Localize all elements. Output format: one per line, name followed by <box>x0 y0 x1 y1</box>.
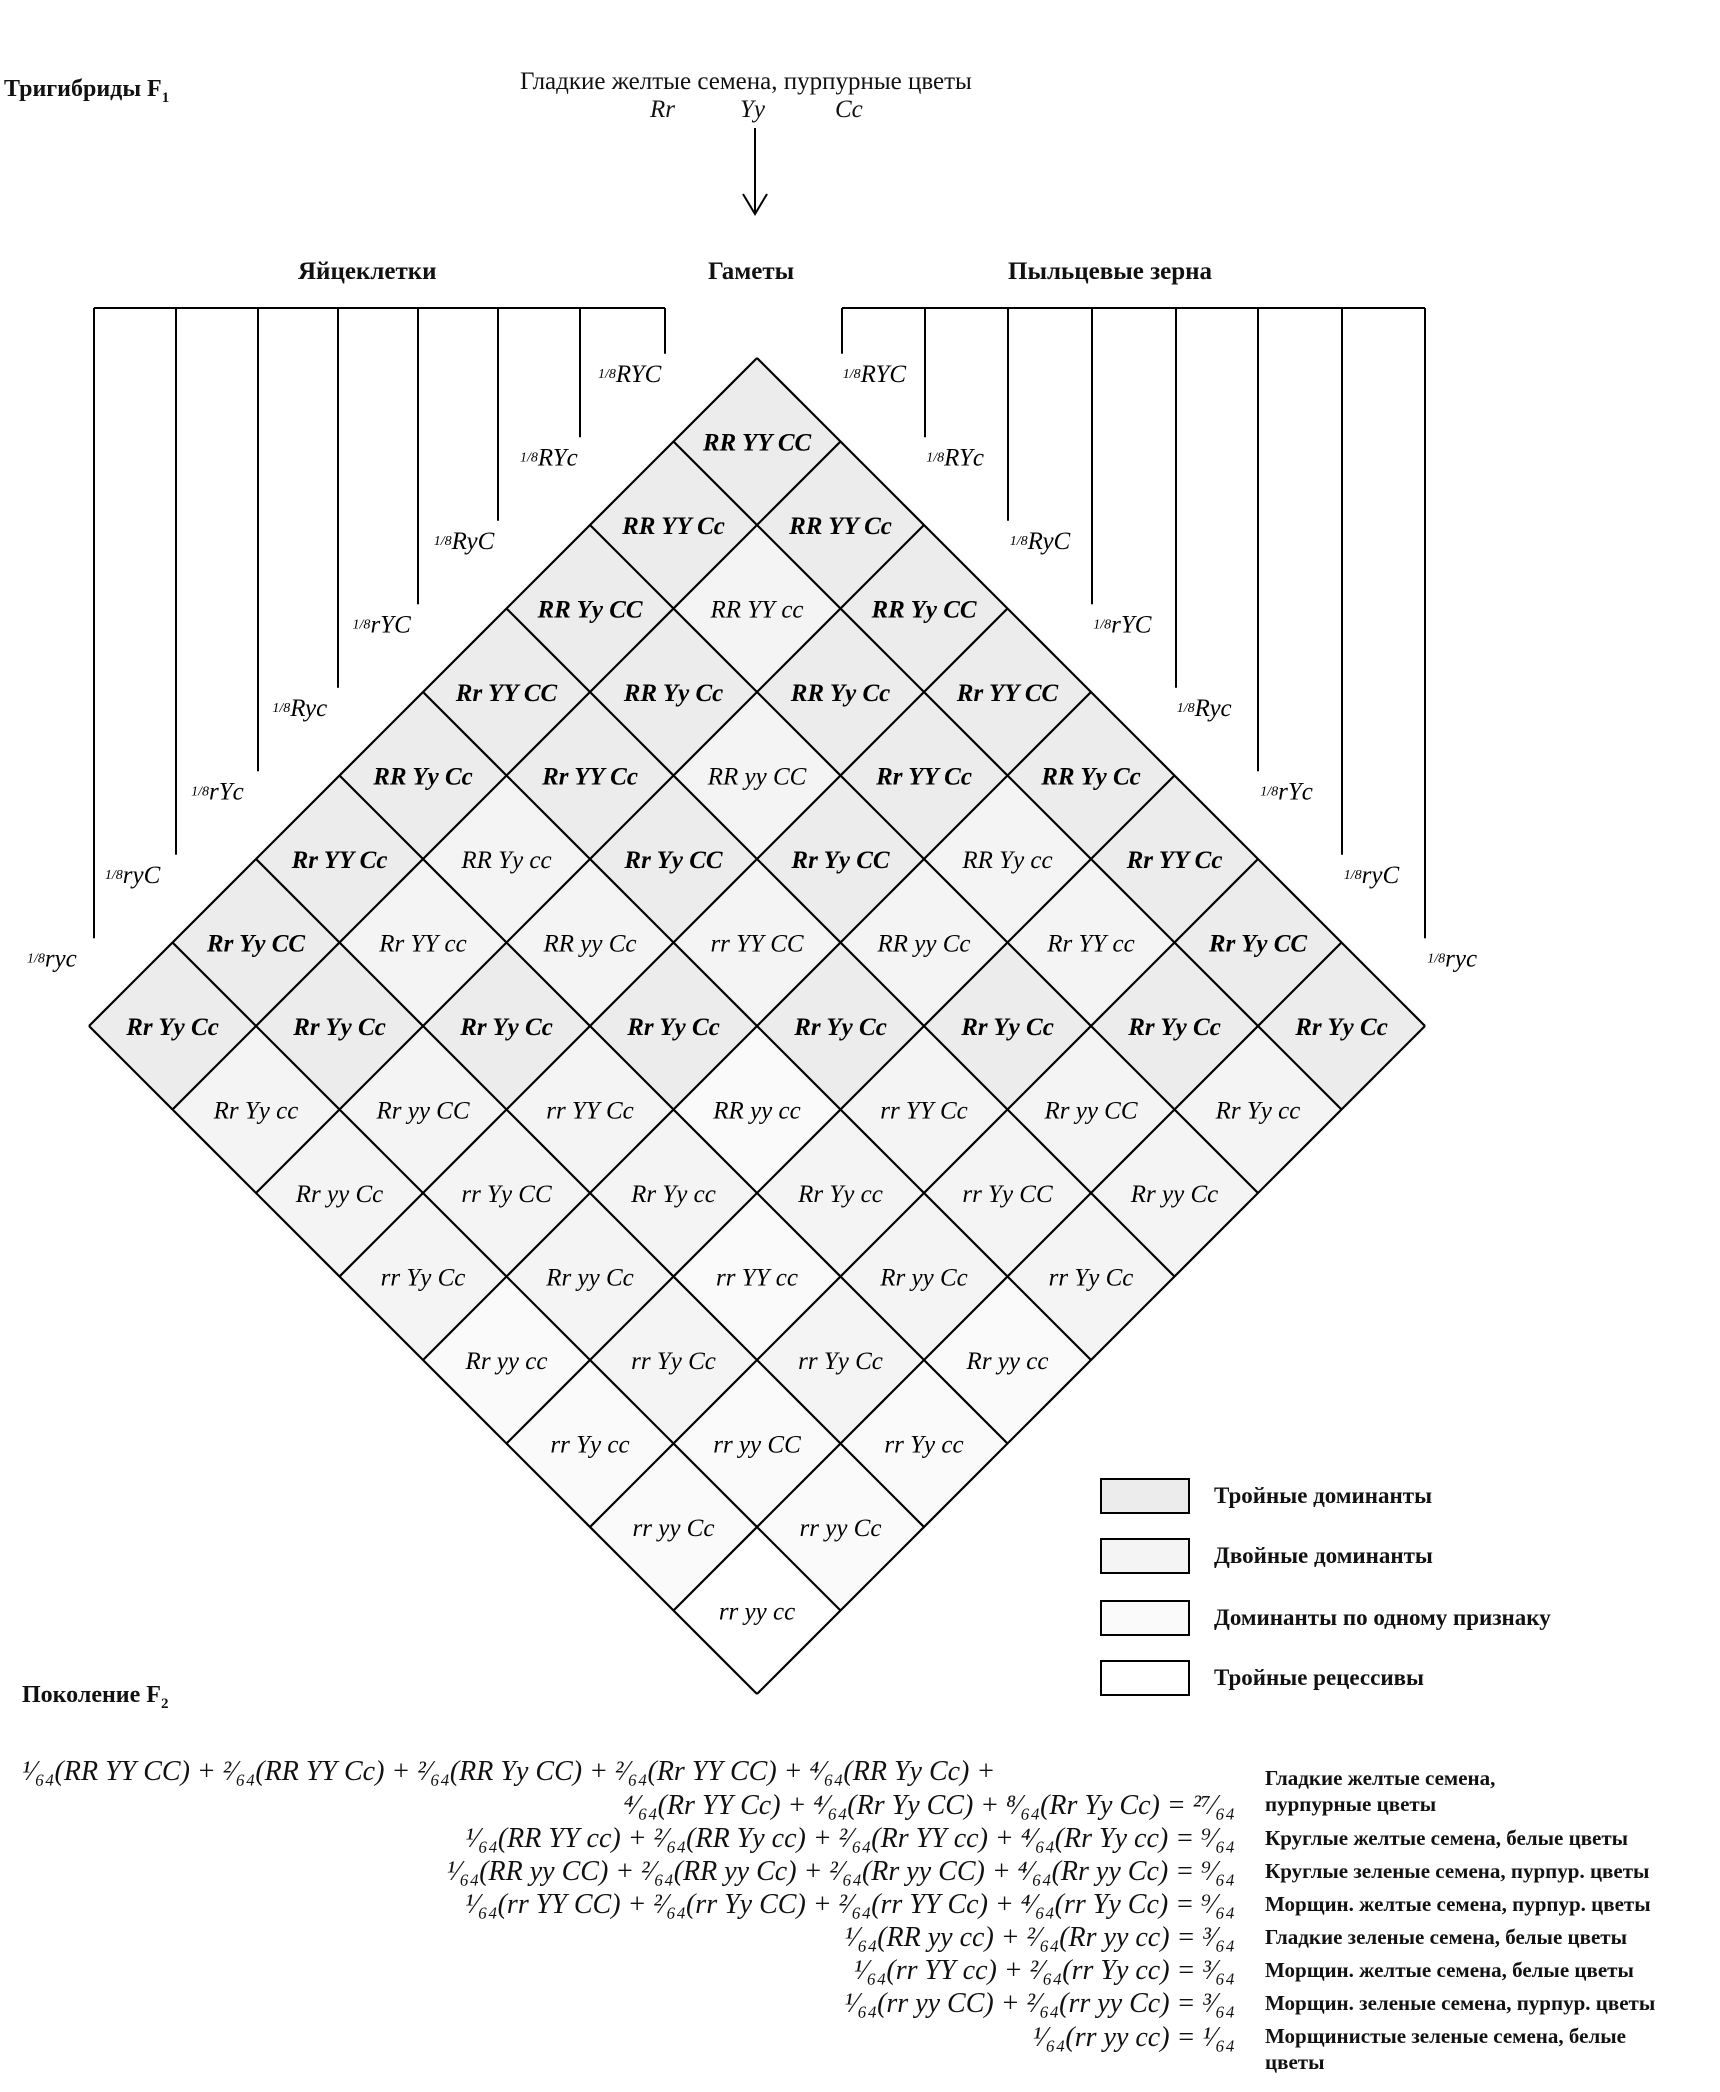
legend-swatch <box>1100 1660 1190 1696</box>
parent-phenotype: Гладкие желтые семена, пурпурные цветы <box>520 68 972 95</box>
cell-genotype: RR Yy CC <box>871 596 977 624</box>
legend-triple-dominant: Тройные доминанты <box>1100 1478 1432 1514</box>
cell-genotype: Rr Yy Cc <box>961 1014 1054 1041</box>
phenotype-label: Круглые зеленые семена, пурпур. цветы <box>1265 1859 1650 1883</box>
cell-genotype: RR yy Cc <box>877 930 971 958</box>
cell-genotype: Rr Yy CC <box>791 847 890 874</box>
cell-genotype: Rr yy cc <box>465 1348 548 1375</box>
cell-genotype: RR Yy cc <box>962 847 1053 874</box>
phenotype-label: Морщинистые зеленые семена, белые <box>1265 2024 1626 2048</box>
cell-genotype: RR yy cc <box>713 1097 801 1125</box>
cell-genotype: RR Yy Cc <box>1041 763 1141 791</box>
cell-genotype: RR YY Cc <box>622 513 725 540</box>
phenotype-label: цветы <box>1265 2050 1325 2074</box>
pollen-gamete-label: 1/8RYc <box>926 444 984 472</box>
cell-genotype: Rr Yy CC <box>624 847 723 874</box>
cell-genotype: Rr YY Cc <box>542 763 638 791</box>
cell-genotype: RR Yy cc <box>461 847 552 874</box>
equation-line: ¹⁄₆₄(RR yy CC) + ²⁄₆₄(RR yy Cc) + ²⁄₆₄(Rr yy CC) + ⁴⁄₆₄(Rr yy Cc) = ⁹⁄₆₄ <box>446 1856 1235 1887</box>
cell-genotype: rr Yy Cc <box>798 1348 883 1375</box>
cell-genotype: rr Yy CC <box>461 1181 552 1208</box>
cell-genotype: Rr YY CC <box>956 680 1059 707</box>
cell-genotype: Rr Yy Cc <box>794 1014 887 1041</box>
cell-genotype: Rr Yy cc <box>1215 1097 1301 1125</box>
egg-gamete-label: 1/8RyC <box>433 527 495 555</box>
cell-genotype: Rr yy Cc <box>1130 1181 1219 1208</box>
legend-triple-recessive: Тройные рецессивы <box>1100 1660 1424 1696</box>
cell-genotype: Rr Yy Cc <box>1295 1014 1388 1041</box>
cell-genotype: Rr YY Cc <box>291 847 388 874</box>
cell-genotype: RR Yy Cc <box>373 763 473 791</box>
cell-genotype: rr Yy Cc <box>631 1348 716 1375</box>
pollen-gamete-label: 1/8ryc <box>1427 945 1478 973</box>
cell-genotype: rr Yy Cc <box>1048 1264 1134 1292</box>
cell-genotype: RR Yy CC <box>537 596 643 624</box>
cell-genotype: RR yy Cc <box>543 930 637 958</box>
cell-genotype: Rr yy cc <box>966 1348 1049 1375</box>
cell-genotype: rr yy cc <box>718 1598 796 1626</box>
legend-double-dominant: Двойные доминанты <box>1100 1538 1433 1574</box>
egg-gamete-label: 1/8RYC <box>597 360 662 388</box>
egg-gamete-label: 1/8rYC <box>352 611 411 639</box>
cell-genotype: Rr Yy cc <box>798 1181 883 1208</box>
cell-genotype: rr YY Cc <box>546 1097 634 1125</box>
cell-genotype: Rr YY Cc <box>876 763 972 791</box>
cell-genotype: Rr Yy CC <box>1208 930 1308 958</box>
cell-genotype: rr YY Cc <box>880 1097 968 1125</box>
legend-swatch <box>1100 1600 1190 1636</box>
pollen-gamete-label: 1/8Ryc <box>1176 694 1232 722</box>
egg-gamete-label: 1/8RYc <box>520 444 578 472</box>
pollen-gamete-label: 1/8rYC <box>1093 611 1152 639</box>
eggs-label: Яйцеклетки <box>298 258 437 285</box>
f2-title: Поколение $F_2$ <box>22 1682 169 1712</box>
parent-genotype-c: Cc <box>835 96 863 123</box>
equation-line: ¹⁄₆₄(RR YY cc) + ²⁄₆₄(RR Yy cc) + ²⁄₆₄(Rr YY cc) + ⁴⁄₆₄(Rr Yy cc) = ⁹⁄₆₄ <box>465 1823 1235 1854</box>
legend-single-dominant: Доминанты по одному признаку <box>1100 1600 1551 1636</box>
cell-genotype: Rr YY CC <box>455 680 558 707</box>
cell-genotype: Rr yy Cc <box>295 1181 384 1208</box>
cell-genotype: RR YY cc <box>710 596 804 624</box>
cell-genotype: Rr Yy cc <box>631 1181 716 1208</box>
pollen-label: Пыльцевые зерна <box>1008 258 1213 285</box>
cell-genotype: RR yy CC <box>707 763 807 791</box>
cell-genotype: rr yy Cc <box>632 1515 715 1542</box>
cell-genotype: rr yy Cc <box>799 1515 882 1542</box>
egg-gamete-label: 1/8Ryc <box>272 694 328 722</box>
phenotype-label: Круглые желтые семена, белые цветы <box>1265 1826 1629 1850</box>
cell-genotype: Rr Yy Cc <box>293 1014 386 1041</box>
cell-genotype: Rr yy Cc <box>546 1264 634 1292</box>
cell-genotype: Rr Yy CC <box>206 930 306 958</box>
equation-line: ¹⁄₆₄(RR YY CC) + ²⁄₆₄(RR YY Cc) + ²⁄₆₄(RR Yy CC) + ²⁄₆₄(Rr YY CC) + ⁴⁄₆₄(RR Yy Cc) + <box>22 1756 996 1787</box>
pollen-gamete-label: 1/8rYc <box>1260 778 1313 806</box>
phenotype-label: Гладкие желтые семена, <box>1265 1766 1496 1790</box>
cell-genotype: rr Yy cc <box>550 1431 630 1459</box>
cell-genotype: RR YY Cc <box>789 513 892 540</box>
phenotype-label: Гладкие зеленые семена, белые цветы <box>1265 1925 1627 1949</box>
f1-title: Тригибриды $F_1$ <box>4 76 170 106</box>
cell-genotype: Rr Yy Cc <box>1128 1014 1221 1041</box>
cell-genotype: RR Yy Cc <box>623 680 724 707</box>
cell-genotype: Rr YY Cc <box>1126 847 1223 874</box>
cell-genotype: Rr yy CC <box>1044 1097 1138 1125</box>
cell-genotype: Rr YY cc <box>1047 930 1135 958</box>
cell-genotype: rr YY CC <box>710 930 804 958</box>
equation-line: ¹⁄₆₄(rr YY cc) + ²⁄₆₄(rr Yy cc) = ³⁄₆₄ <box>853 1955 1235 1986</box>
equation-line: ¹⁄₆₄(RR yy cc) + ²⁄₆₄(Rr yy cc) = ³⁄₆₄ <box>844 1922 1235 1953</box>
equation-line: ¹⁄₆₄(rr yy cc) = ¹⁄₆₄ <box>1032 2022 1235 2053</box>
egg-gamete-label: 1/8rYc <box>191 778 244 806</box>
egg-gamete-label: 1/8ryc <box>26 945 77 973</box>
cell-genotype: rr YY cc <box>716 1264 798 1292</box>
egg-gamete-label: 1/8ryC <box>104 861 161 889</box>
gametes-label: Гаметы <box>708 258 795 285</box>
cell-genotype: rr Yy cc <box>884 1431 964 1459</box>
phenotype-label: Морщин. зеленые семена, пурпур. цветы <box>1265 1991 1656 2015</box>
cell-genotype: Rr YY cc <box>379 930 467 958</box>
cell-genotype: RR Yy Cc <box>790 680 891 707</box>
equation-line: ¹⁄₆₄(rr YY CC) + ²⁄₆₄(rr Yy CC) + ²⁄₆₄(rr YY Cc) + ⁴⁄₆₄(rr Yy Cc) = ⁹⁄₆₄ <box>465 1889 1235 1920</box>
cell-genotype: Rr Yy Cc <box>460 1014 553 1041</box>
cell-genotype: Rr Yy cc <box>213 1097 299 1125</box>
cell-genotype: Rr yy CC <box>376 1097 470 1125</box>
legend-swatch <box>1100 1538 1190 1574</box>
phenotype-label: Морщин. желтые семена, пурпур. цветы <box>1265 1892 1651 1916</box>
cell-genotype: Rr Yy Cc <box>126 1014 219 1041</box>
cell-genotype: RR YY CC <box>702 429 812 457</box>
equation-line: ¹⁄₆₄(rr yy CC) + ²⁄₆₄(rr yy Cc) = ³⁄₆₄ <box>844 1988 1235 2019</box>
pollen-gamete-label: 1/8RYC <box>842 360 907 388</box>
cell-genotype: rr Yy Cc <box>380 1264 466 1292</box>
equation-line: ⁴⁄₆₄(Rr YY Cc) + ⁴⁄₆₄(Rr Yy CC) + ⁸⁄₆₄(Rr Yy Cc) = ²⁷⁄₆₄ <box>623 1790 1235 1821</box>
cell-genotype: rr Yy CC <box>962 1181 1053 1208</box>
cell-genotype: Rr Yy Cc <box>627 1014 720 1041</box>
phenotype-label: пурпурные цветы <box>1265 1792 1437 1816</box>
phenotype-label: Морщин. желтые семена, белые цветы <box>1265 1958 1634 1982</box>
parent-genotype-y: Yy <box>740 96 765 123</box>
cell-genotype: Rr yy Cc <box>880 1264 968 1292</box>
parent-genotype-r: Rr <box>650 96 675 123</box>
legend-swatch <box>1100 1478 1190 1514</box>
pollen-gamete-label: 1/8ryC <box>1343 861 1400 889</box>
cell-genotype: rr yy CC <box>713 1431 801 1459</box>
pollen-gamete-label: 1/8RyC <box>1009 527 1071 555</box>
